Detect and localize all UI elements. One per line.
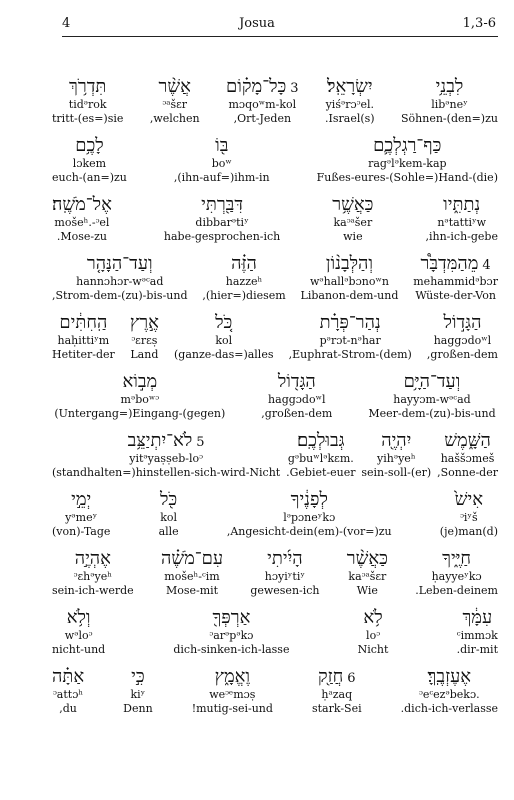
hebrew-word: הַגָּד֖וֹל [277,371,316,392]
german-gloss: (Untergang=)Eingang-(gegen) [54,407,226,420]
page-header [0,16,514,36]
german-gloss: Meer-dem-(zu)-bis-und [368,407,496,420]
hebrew-word: וֶאֱמָ֑ץ [214,666,251,687]
word-unit [286,430,355,480]
hebrew-word: כֹּ֚ל [215,312,233,333]
word-unit [161,548,223,598]
hebrew-word: הַשָּׁ֑מֶשׁ [444,430,491,451]
german-gloss: !mutig-sei-und [191,702,273,715]
transliteration: ᵓɛrɛṣ [131,334,158,347]
german-gloss: Wüste-der-Von [415,289,496,302]
hebrew-word: אֶל־מֹשֶֽׁה׃ [52,194,112,215]
german-gloss: .dich-ich-verlasse [400,702,498,715]
word-unit [52,607,105,657]
word-unit [52,135,127,185]
word-unit [159,489,179,539]
word-unit [332,194,373,244]
german-gloss: ,(hier=)diesem [202,289,286,302]
word-unit [427,312,498,362]
hebrew-word: כָּל־מָק֗וֹם [226,76,287,97]
verse-number: 5 [196,435,205,450]
german-gloss: Libanon-dem-und [300,289,399,302]
interlinear-row [52,607,498,666]
hebrew-word: אֶ֣רֶץ [129,312,159,333]
hebrew-word: אַרְפְּךָ֖ [212,607,251,628]
hebrew-word: לִבְנֵ֥י [435,76,464,97]
word-unit [54,371,225,421]
german-gloss: Fußes-eures-(Sohle=)Hand-(die) [316,171,498,184]
transliteration: ḥᵃzaq [321,688,353,701]
german-gloss: Söhnen-(den=)zu [401,112,498,125]
german-gloss: wie [343,230,363,243]
hebrew-word: הָיִ֜יתִי [267,548,303,569]
word-unit [52,666,84,716]
word-unit [52,253,188,303]
hebrew-word: דִּבַּ֖רְתִּי [201,194,244,215]
transliteration: hannɔhɔr-wᵊᶜad [76,275,164,288]
hebrew-word: עִם־מֹשֶׁ֗ה [160,548,224,569]
transliteration: haggɔdoʷl [433,334,492,347]
hebrew-word: גְּבוּלְכֶֽם׃ [296,430,345,451]
hebrew-word: מֵהַמִּדְבָּ֩ר [420,253,479,274]
transliteration: lɔkem [72,157,107,170]
german-gloss: (von)-Tage [52,525,111,538]
word-unit [123,666,153,716]
german-gloss: ,ihn-ich-gebe [425,230,498,243]
word-unit [368,371,495,421]
word-unit [52,489,110,539]
hebrew-word: חֲזַ֖ק [317,666,344,687]
book-title: Josua [239,16,275,31]
hebrew-word: יִשְׂרָאֵֽל׃ [327,76,373,97]
transliteration: gᵊbuʷlᵊkɛm. [287,452,354,465]
german-gloss: sein-ich-werde [52,584,134,597]
hebrew-word: כַּף־רַגְלְכֶ֛ם [373,135,442,156]
german-gloss: ,Euphrat-Strom-(dem) [288,348,412,361]
german-gloss: ,großen-dem [426,348,498,361]
word-unit [130,312,159,362]
verse-reference: 1,3-6 [462,16,496,31]
german-gloss: Hetiter-der [52,348,115,361]
transliteration: ᵓarᵊpᵊkɔ [209,629,254,642]
hebrew-word: נְתַתִּ֑יו [443,194,481,215]
word-unit [52,194,112,244]
transliteration: pᵊrɔt-nᵊhar [319,334,381,347]
transliteration: kaᵓᵃšer [333,216,373,229]
transliteration: tidᵊrok [68,98,107,111]
word-unit [289,312,412,362]
hebrew-word: וְעַד־הַיָּ֥ם [403,371,461,392]
transliteration: yᵊmeʸ [65,511,98,524]
hebrew-word: כֹּ֖ל [160,489,178,510]
hebrew-word: וְהַלְּבָנ֨וֹן [325,253,374,274]
german-gloss: gewesen-ich [250,584,320,597]
transliteration: ᵓeᶜezᵊbekɔ. [419,688,480,701]
transliteration: mehammidᵊbɔr [413,275,498,288]
transliteration: wᵊloᵓ [64,629,93,642]
german-gloss: Denn [123,702,153,715]
word-unit [202,253,285,303]
interlinear-row [52,489,498,548]
interlinear-row [52,135,498,194]
german-gloss: sein-soll-(er) [361,466,432,479]
hebrew-word: הַגָּד֣וֹל [443,312,482,333]
transliteration: kiʸ [130,688,146,701]
word-unit [52,548,134,598]
transliteration: libᵊneʸ [431,98,468,111]
transliteration: kol [160,511,178,524]
german-gloss: (standhalten=)hinstellen-sich-wird-Nicht [52,466,281,479]
word-unit [317,135,498,185]
hebrew-word: כַּאֲשֶׁ֥ר [332,194,374,215]
hebrew-word: תִּדְרֹ֥ךְ [69,76,107,97]
word-unit [415,548,498,598]
hebrew-word: הַֽחִתִּ֔ים [59,312,108,333]
transliteration: ᵓᵃšɛr [162,98,188,111]
german-gloss: .Israel(s) [325,112,375,125]
transliteration: mᵊboʷᵓ [120,393,160,406]
transliteration: loᵓ [366,629,380,642]
interlinear-row [52,194,498,253]
transliteration: haḥittiʸm [57,334,110,347]
word-unit [312,666,362,716]
german-gloss: (je)man(d) [439,525,498,538]
interlinear-row [52,666,498,725]
hebrew-word: אַתָּ֗ה [52,666,85,687]
word-unit [250,548,319,598]
word-unit [401,76,498,126]
word-unit [437,430,498,480]
german-gloss: ,Angesicht-dein(em)-(vor=)zu [226,525,392,538]
word-unit [52,430,280,480]
german-gloss: .Gebiet-euer [286,466,356,479]
hebrew-word: בּ֖וֹ [215,135,229,156]
word-unit [52,76,123,126]
transliteration: yitᵊyaṣṣeb-loᵓ [129,452,203,465]
word-unit [261,371,332,421]
transliteration: ᶜimmɔk [456,629,498,642]
hebrew-word: אִישׁ֙ [454,489,484,510]
word-unit [192,666,273,716]
hebrew-word: אֲשֶׁ֨ר [158,76,191,97]
german-gloss: ,großen-dem [261,407,333,420]
german-gloss: ,welchen [149,112,200,125]
word-unit [325,76,375,126]
transliteration: haššɔmeš [440,452,495,465]
word-unit [174,135,270,185]
german-gloss: ,du [59,702,77,715]
hebrew-word: מְב֣וֹא [122,371,158,392]
german-gloss: habe-gesprochen-ich [163,230,281,243]
verse-number: 6 [347,671,356,686]
transliteration: lᵊpɔneʸkɔ [283,511,336,524]
transliteration: mošeʰ-ᶜim [164,570,220,583]
word-unit [401,666,498,716]
word-unit [150,76,200,126]
word-unit [227,489,392,539]
transliteration: ᵓattɔʰ [53,688,84,701]
word-unit [164,194,280,244]
transliteration: boʷ [211,157,232,170]
german-gloss: ,(ihn-auf=)ihm-in [173,171,270,184]
german-gloss: ,Strom-dem-(zu)-bis-und [52,289,188,302]
page-number: 4 [62,16,71,31]
german-gloss: dich-sinken-ich-lasse [173,643,290,656]
german-gloss: tritt-(es=)sie [52,112,124,125]
transliteration: mɔqoʷm-kol [228,98,297,111]
transliteration: ragᵊlᵊkem-kap [368,157,447,170]
transliteration: ḥayyeʸkɔ [431,570,482,583]
word-unit [440,489,498,539]
word-unit [173,607,289,657]
hebrew-word: כַּאֲשֶׁ֨ר [346,548,388,569]
hebrew-word: חַיֶּ֑יךָ [442,548,472,569]
word-unit [413,253,498,303]
transliteration: yiśᵊrɔᵓel. [325,98,374,111]
word-unit [301,253,399,303]
transliteration: kaᵓᵃšɛr [348,570,387,583]
word-unit [361,430,431,480]
interlinear-row [52,548,498,607]
transliteration: wᵊhallᵊbɔnoʷn [309,275,389,288]
german-gloss: (ganze-das=)alles [173,348,274,361]
hebrew-word: לֹא־יִתְיַצֵּ֥ב [127,430,193,451]
hebrew-word: הַזֶּ֗ה [231,253,257,274]
hebrew-word: יְמֵ֣י [71,489,92,510]
interlinear-row [52,312,498,371]
transliteration: mošeʰ.-ᵓel [54,216,110,229]
hebrew-word: יִהְיֶ֖ה [381,430,412,451]
transliteration: hɔyiʸtiʸ [264,570,306,583]
german-gloss: Land [130,348,159,361]
german-gloss: .dir-mit [456,643,498,656]
german-gloss: euch-(an=)zu [52,171,127,184]
transliteration: hayyɔm-wᵊᶜad [393,393,471,406]
german-gloss: nicht-und [52,643,106,656]
german-gloss: .Mose-zu [56,230,108,243]
word-unit [358,607,389,657]
word-unit [457,607,498,657]
word-unit [52,312,115,362]
transliteration: kol [215,334,233,347]
transliteration: yihᵊyeʰ [377,452,416,465]
german-gloss: stark-Sei [311,702,362,715]
hebrew-word: אֶעֶזְבֶֽךָּ׃ [427,666,472,687]
hebrew-word: לְפָנֶ֔יךָ [290,489,328,510]
transliteration: nᵊtattiʸw [437,216,487,229]
word-unit [174,312,274,362]
transliteration: ᵓɛhᵊyeʰ [73,570,113,583]
verse-number: 4 [482,258,491,273]
german-gloss: alle [158,525,179,538]
interlinear-text [52,76,498,725]
transliteration: dibbarᵊtiʸ [195,216,249,229]
german-gloss: .Leben-deinem [415,584,498,597]
header-rule [62,36,498,37]
interlinear-row [52,371,498,430]
german-gloss: ,Ort-Jeden [233,112,292,125]
word-unit [347,548,388,598]
hebrew-word: נְהַר־פְּרָ֗ת [319,312,381,333]
transliteration: weᵓᵉmɔṣ [209,688,256,701]
interlinear-row [52,253,498,312]
hebrew-word: וְעַד־הַנָּהָ֤ר [86,253,153,274]
transliteration: ᵓiʸš [460,511,478,524]
hebrew-word: וְלֹ֥א [66,607,91,628]
word-unit [226,76,299,126]
german-gloss: Nicht [357,643,389,656]
german-gloss: ,Sonne-der [437,466,498,479]
hebrew-word: לָכֶ֥ם [75,135,104,156]
verse-number: 3 [290,81,299,96]
transliteration: haggɔdoʷl [268,393,326,406]
german-gloss: Mose-mit [165,584,219,597]
interlinear-row [52,76,498,135]
hebrew-word: לֹ֥א [363,607,383,628]
hebrew-word: עִמָּ֔ךְ [462,607,493,628]
hebrew-word: כִּ֣י [131,666,145,687]
hebrew-word: אֶהְיֶ֣ה [74,548,111,569]
word-unit [425,194,497,244]
german-gloss: Wie [356,584,378,597]
transliteration: hazzeʰ [225,275,263,288]
interlinear-row [52,430,498,489]
